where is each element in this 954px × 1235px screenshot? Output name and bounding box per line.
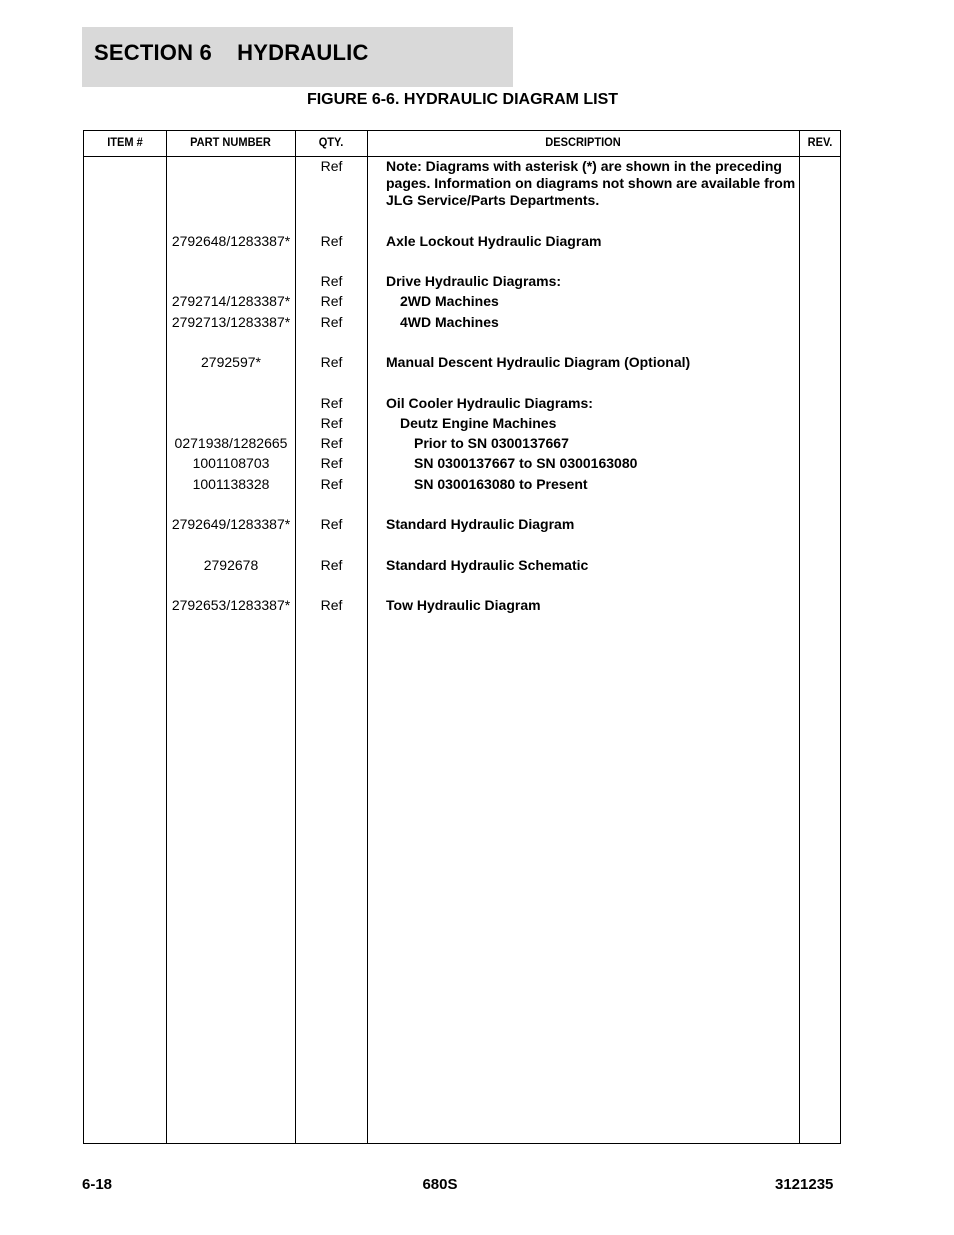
- parts-table: [83, 130, 841, 1144]
- row-part-number: 2792648/1283387*: [171, 233, 291, 249]
- column-header-description: DESCRIPTION: [545, 135, 621, 149]
- row-qty: Ref: [320, 557, 343, 573]
- row-qty: Ref: [320, 395, 343, 411]
- row-description: SN 0300163080 to Present: [414, 476, 588, 492]
- row-part-number: 0271938/1282665: [174, 435, 288, 451]
- column-divider: [367, 131, 368, 1143]
- row-description: 4WD Machines: [400, 314, 499, 330]
- row-part-number: 2792649/1283387*: [171, 516, 291, 532]
- footer-model: 680S: [422, 1176, 458, 1193]
- row-qty: Ref: [320, 233, 343, 249]
- row-qty: Ref: [320, 273, 343, 289]
- row-qty: Ref: [320, 435, 343, 451]
- row-qty: Ref: [320, 314, 343, 330]
- row-description: Deutz Engine Machines: [400, 415, 557, 431]
- column-header-item: ITEM #: [107, 135, 143, 149]
- row-part-number: 2792678: [203, 557, 259, 573]
- row-part-number: 2792714/1283387*: [171, 293, 291, 309]
- row-description: SN 0300137667 to SN 0300163080: [414, 455, 638, 471]
- column-divider: [799, 131, 800, 1143]
- row-qty: Ref: [320, 293, 343, 309]
- row-qty: Ref: [320, 597, 343, 613]
- row-qty: Ref: [320, 476, 343, 492]
- column-header-part-number: PART NUMBER: [190, 135, 271, 149]
- row-description: 2WD Machines: [400, 293, 499, 309]
- row-description: Drive Hydraulic Diagrams:: [386, 273, 562, 289]
- row-qty: Ref: [320, 158, 343, 174]
- column-divider: [166, 131, 167, 1143]
- section-title: SECTION 6 HYDRAULIC: [94, 40, 369, 65]
- row-part-number: 2792597*: [201, 354, 261, 370]
- row-part-number: 2792713/1283387*: [171, 314, 291, 330]
- footer-doc-number: 3121235: [775, 1176, 834, 1193]
- row-description: Oil Cooler Hydraulic Diagrams:: [386, 395, 593, 411]
- row-part-number: 2792653/1283387*: [171, 597, 291, 613]
- footer-page-number: 6-18: [82, 1176, 113, 1193]
- row-description: Axle Lockout Hydraulic Diagram: [386, 233, 602, 249]
- row-description: Tow Hydraulic Diagram: [386, 597, 541, 613]
- row-description: Note: Diagrams with asterisk (*) are shown in the preceding pages. Information on diagrams not shown are available from JLG Service/Parts Departments.: [386, 158, 796, 208]
- row-part-number: 1001108703: [192, 455, 270, 471]
- figure-title: FIGURE 6-6. HYDRAULIC DIAGRAM LIST: [306, 91, 619, 108]
- row-description: Manual Descent Hydraulic Diagram (Optional): [386, 354, 691, 370]
- row-description: Standard Hydraulic Schematic: [386, 557, 589, 573]
- row-qty: Ref: [320, 415, 343, 431]
- row-qty: Ref: [320, 354, 343, 370]
- row-qty: Ref: [320, 516, 343, 532]
- column-header-qty: QTY.: [318, 135, 344, 149]
- header-divider: [84, 156, 840, 157]
- row-part-number: 1001138328: [192, 476, 270, 492]
- row-description: Prior to SN 0300137667: [414, 435, 569, 451]
- column-header-rev: REV.: [807, 135, 833, 149]
- row-description: Standard Hydraulic Diagram: [386, 516, 575, 532]
- row-qty: Ref: [320, 455, 343, 471]
